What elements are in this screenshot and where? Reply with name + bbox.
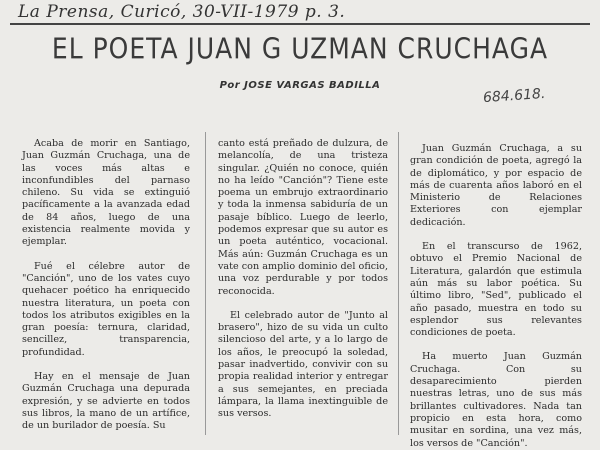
column-divider — [205, 132, 206, 435]
article-column-2 — [218, 138, 388, 421]
paragraph: Hay en el mensaje de Juan Guzmán Cruchaga una depurada expresión, y se advierte en todos sus libros, la mano de un artífice, de un burilador de poesía. Su — [22, 371, 190, 432]
handwritten-source-note: La Prensa, Curicó, 30-VII-1979 p. 3. — [18, 2, 346, 22]
paragraph: En el transcurso de 1962, obtuvo el Premio Nacional de Literatura, galardón que estimula aún más su labor poética. Su último libro, "Sed", publicado el año pasado, muestra en todo su esplendor sus relevantes condiciones de poeta. — [410, 241, 582, 339]
article-column-1 — [22, 138, 190, 433]
paragraph: Juan Guzmán Cruchaga, a su gran condición de poeta, agregó la de diplomático, y por espacio de más de cuarenta años laboró en el Ministerio de Relaciones Exteriores con ejemplar dedicación. — [410, 143, 582, 228]
header-rule — [10, 23, 590, 25]
archive-number: 684.618. — [482, 85, 546, 107]
paragraph: Acaba de morir en Santiago, Juan Guzmán Cruchaga, una de las voces más altas e inconfundibles del parnaso chileno. Su vida se extinguió pacíficamente a la avanzada edad de 84 años, luego de una existencia realmente movida y ejemplar. — [22, 138, 190, 248]
article-byline: Por JOSE VARGAS BADILLA — [219, 80, 381, 91]
paragraph: Ha muerto Juan Guzmán Cruchaga. Con su desaparecimiento pierden nuestras letras, uno de sus más brillantes cultivadores. Nada tan propicio en esta hora, como musitar en sordina, una vez más, los versos de "Canción". — [410, 351, 582, 449]
column-divider — [398, 132, 399, 435]
paragraph: El celebrado autor de "Junto al brasero", hizo de su vida un culto silencioso del arte, y a lo largo de los años, le preocupó la soledad, pasar inadvertido, convivir con su propia realidad interior y entregar a sus semejantes, en preciada lámpara, la llama inextinguible de sus versos. — [218, 309, 388, 420]
paragraph: Fué el célebre autor de "Canción", uno de los vates cuyo quehacer poético ha enriquecido nuestra literatura, un poeta con todos los atributos exigibles en la gran poesía: ternura, claridad, sencillez, transparencia, profundidad. — [22, 260, 190, 358]
article-column-3 — [410, 143, 582, 450]
article-title: EL POETA JUAN G UZMAN CRUCHAGA — [51, 31, 549, 66]
paragraph: canto está preñado de dulzura, de melancolía, de una tristeza singular. ¿Quién no conoce, quién no ha leído "Canción"? Tiene este poema un embrujo extraordinario y toda la inmensa sabiduría de un pasaje bíblico. Luego de leerlo, podemos expresar que su autor es un poeta auténtico, vocacional. Más aún: Guzmán Cruchaga es un vate con amplio dominio del oficio, una voz perdurable y por todos reconocida. — [218, 138, 388, 297]
